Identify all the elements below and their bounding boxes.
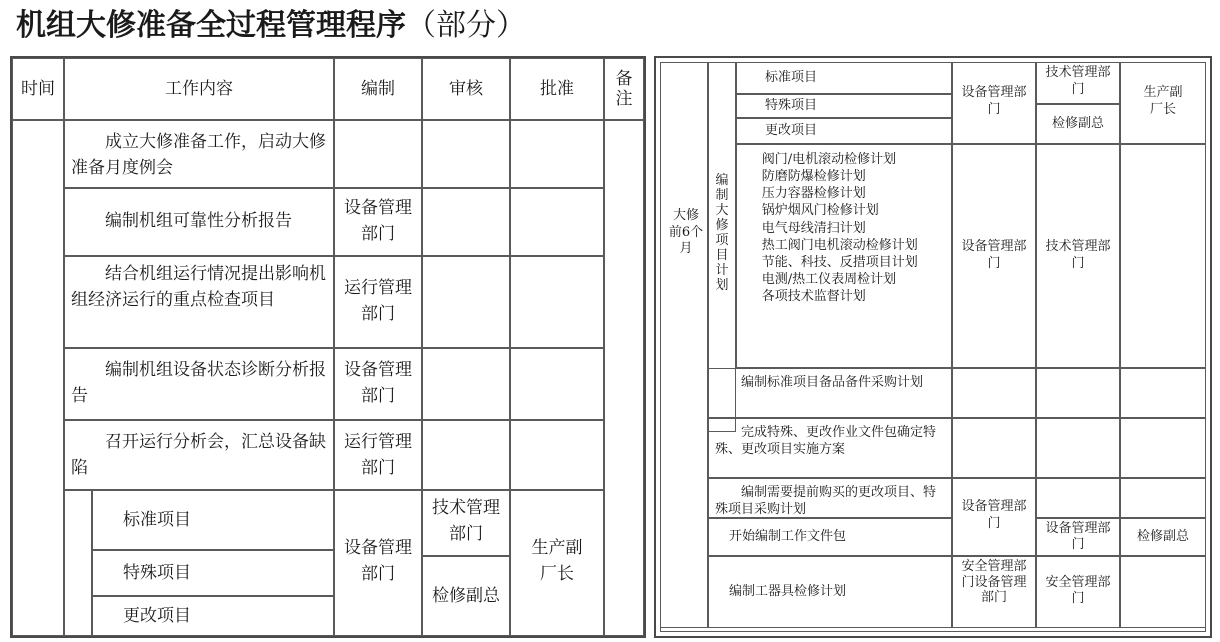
table-row-content: 编制标准项目备品备件采购计划 bbox=[708, 368, 952, 418]
table-row-approve bbox=[510, 348, 604, 420]
group-review-bottom: 检修副总 bbox=[422, 556, 510, 636]
table-row-content: 编制机组设备状态诊断分析报告 bbox=[64, 348, 334, 420]
table-row-prepare bbox=[952, 418, 1036, 478]
table-row-review bbox=[422, 348, 510, 420]
table-row-approve bbox=[510, 188, 604, 256]
table-row-content: 编制机组可靠性分析报告 bbox=[64, 188, 334, 256]
table-row-review bbox=[1036, 418, 1120, 478]
list-item: 电测/热工仪表周检计划 bbox=[761, 272, 897, 288]
remark-cell bbox=[604, 120, 644, 636]
plans-prepare: 设备管理部门 bbox=[952, 144, 1036, 368]
list-item: 压力容器检修计划 bbox=[761, 186, 866, 202]
table-row-approve bbox=[510, 420, 604, 490]
table-row-prepare: 设备管理部门 bbox=[334, 188, 422, 256]
table-row-review bbox=[1036, 368, 1120, 418]
header-time: 时间 bbox=[12, 58, 64, 120]
tools-approve bbox=[1120, 556, 1206, 628]
list-item: 锅炉烟风门检修计划 bbox=[761, 203, 879, 219]
list-item: 更改项目 bbox=[736, 118, 952, 144]
table-row-prepare bbox=[334, 120, 422, 188]
table-row-approve bbox=[510, 120, 604, 188]
top-review-top: 技术管理部门 bbox=[1036, 62, 1120, 104]
group-label: 编制大修项目计划 bbox=[715, 173, 729, 293]
list-item: 节能、科技、反措项目计划 bbox=[761, 254, 918, 270]
list-item: 标准项目 bbox=[92, 490, 334, 550]
list-item: 更改项目 bbox=[92, 596, 334, 636]
table-row-prepare: 运行管理部门 bbox=[334, 420, 422, 490]
table-row-content: 编制需要提前购买的更改项目、特殊项目采购计划 bbox=[708, 478, 952, 518]
plans-approve bbox=[1120, 144, 1206, 368]
table-row-approve bbox=[1120, 418, 1206, 478]
list-item: 阀门/电机滚动检修计划 bbox=[761, 152, 897, 167]
table-row-approve bbox=[1120, 368, 1206, 418]
time-cell bbox=[660, 62, 708, 628]
table-row-approve bbox=[1120, 478, 1206, 518]
header-prepare: 编制 bbox=[334, 58, 422, 120]
right-table bbox=[654, 56, 1212, 638]
table-row-content: 编制工器具检修计划 bbox=[708, 556, 952, 628]
table-row-content: 完成特殊、更改作业文件包确定特殊、更改项目实施方案 bbox=[708, 418, 952, 478]
tools-prepare: 安全管理部门设备管理部门 bbox=[952, 556, 1036, 628]
table-row-review bbox=[422, 188, 510, 256]
list-item: 特殊项目 bbox=[736, 94, 952, 118]
header-approve: 批准 bbox=[510, 58, 604, 120]
list-item: 各项技术监督计划 bbox=[761, 289, 866, 305]
table-row-content: 召开运行分析会，汇总设备缺陷 bbox=[64, 420, 334, 490]
table-row-content: 成立大修准备工作，启动大修准备月度例会 bbox=[64, 120, 334, 188]
top-approve: 生产副厂长 bbox=[1120, 62, 1206, 144]
left-table bbox=[10, 56, 646, 638]
table-row-review bbox=[422, 420, 510, 490]
list-item: 标准项目 bbox=[736, 62, 952, 94]
header-remark: 备注 bbox=[604, 58, 644, 120]
top-prepare: 设备管理部门 bbox=[952, 62, 1036, 144]
list-item: 热工阀门电机滚动检修计划 bbox=[761, 237, 918, 253]
list-item: 特殊项目 bbox=[92, 550, 334, 596]
header-content: 工作内容 bbox=[64, 58, 334, 120]
page-title-suffix: （部分） bbox=[406, 8, 526, 43]
table-row-review bbox=[1036, 478, 1120, 518]
header-review: 审核 bbox=[422, 58, 510, 120]
table-row-review bbox=[422, 256, 510, 348]
table-row-prepare bbox=[952, 368, 1036, 418]
time-label: 大修前6个月 bbox=[668, 207, 704, 257]
package-review: 设备管理部门 bbox=[1036, 518, 1120, 556]
table-row-content: 结合机组运行情况提出影响机组经济运行的重点检查项目 bbox=[64, 256, 334, 348]
plans-cell bbox=[736, 144, 952, 368]
page-title: 机组大修准备全过程管理程序（部分） bbox=[16, 8, 526, 43]
top-review-bottom: 检修副总 bbox=[1036, 104, 1120, 144]
table-row-prepare: 运行管理部门 bbox=[334, 256, 422, 348]
group-approve: 生产副厂长 bbox=[510, 490, 604, 636]
table-row-prepare: 设备管理部门 bbox=[334, 348, 422, 420]
tools-review: 安全管理部门 bbox=[1036, 556, 1120, 628]
procure-prepare: 设备管理部门 bbox=[952, 478, 1036, 556]
group-label-cell bbox=[64, 490, 92, 636]
group-review-top: 技术管理部门 bbox=[422, 490, 510, 556]
package-approve: 检修副总 bbox=[1120, 518, 1206, 556]
group-prepare: 设备管理部门 bbox=[334, 490, 422, 636]
list-item: 电气母线清扫计划 bbox=[761, 220, 866, 236]
table-row-approve bbox=[510, 256, 604, 348]
list-item: 防磨防爆检修计划 bbox=[761, 169, 866, 185]
plans-review: 技术管理部门 bbox=[1036, 144, 1120, 368]
time-cell bbox=[12, 120, 64, 636]
table-row-review bbox=[422, 120, 510, 188]
table-row-content: 开始编制工作文件包 bbox=[708, 518, 952, 556]
